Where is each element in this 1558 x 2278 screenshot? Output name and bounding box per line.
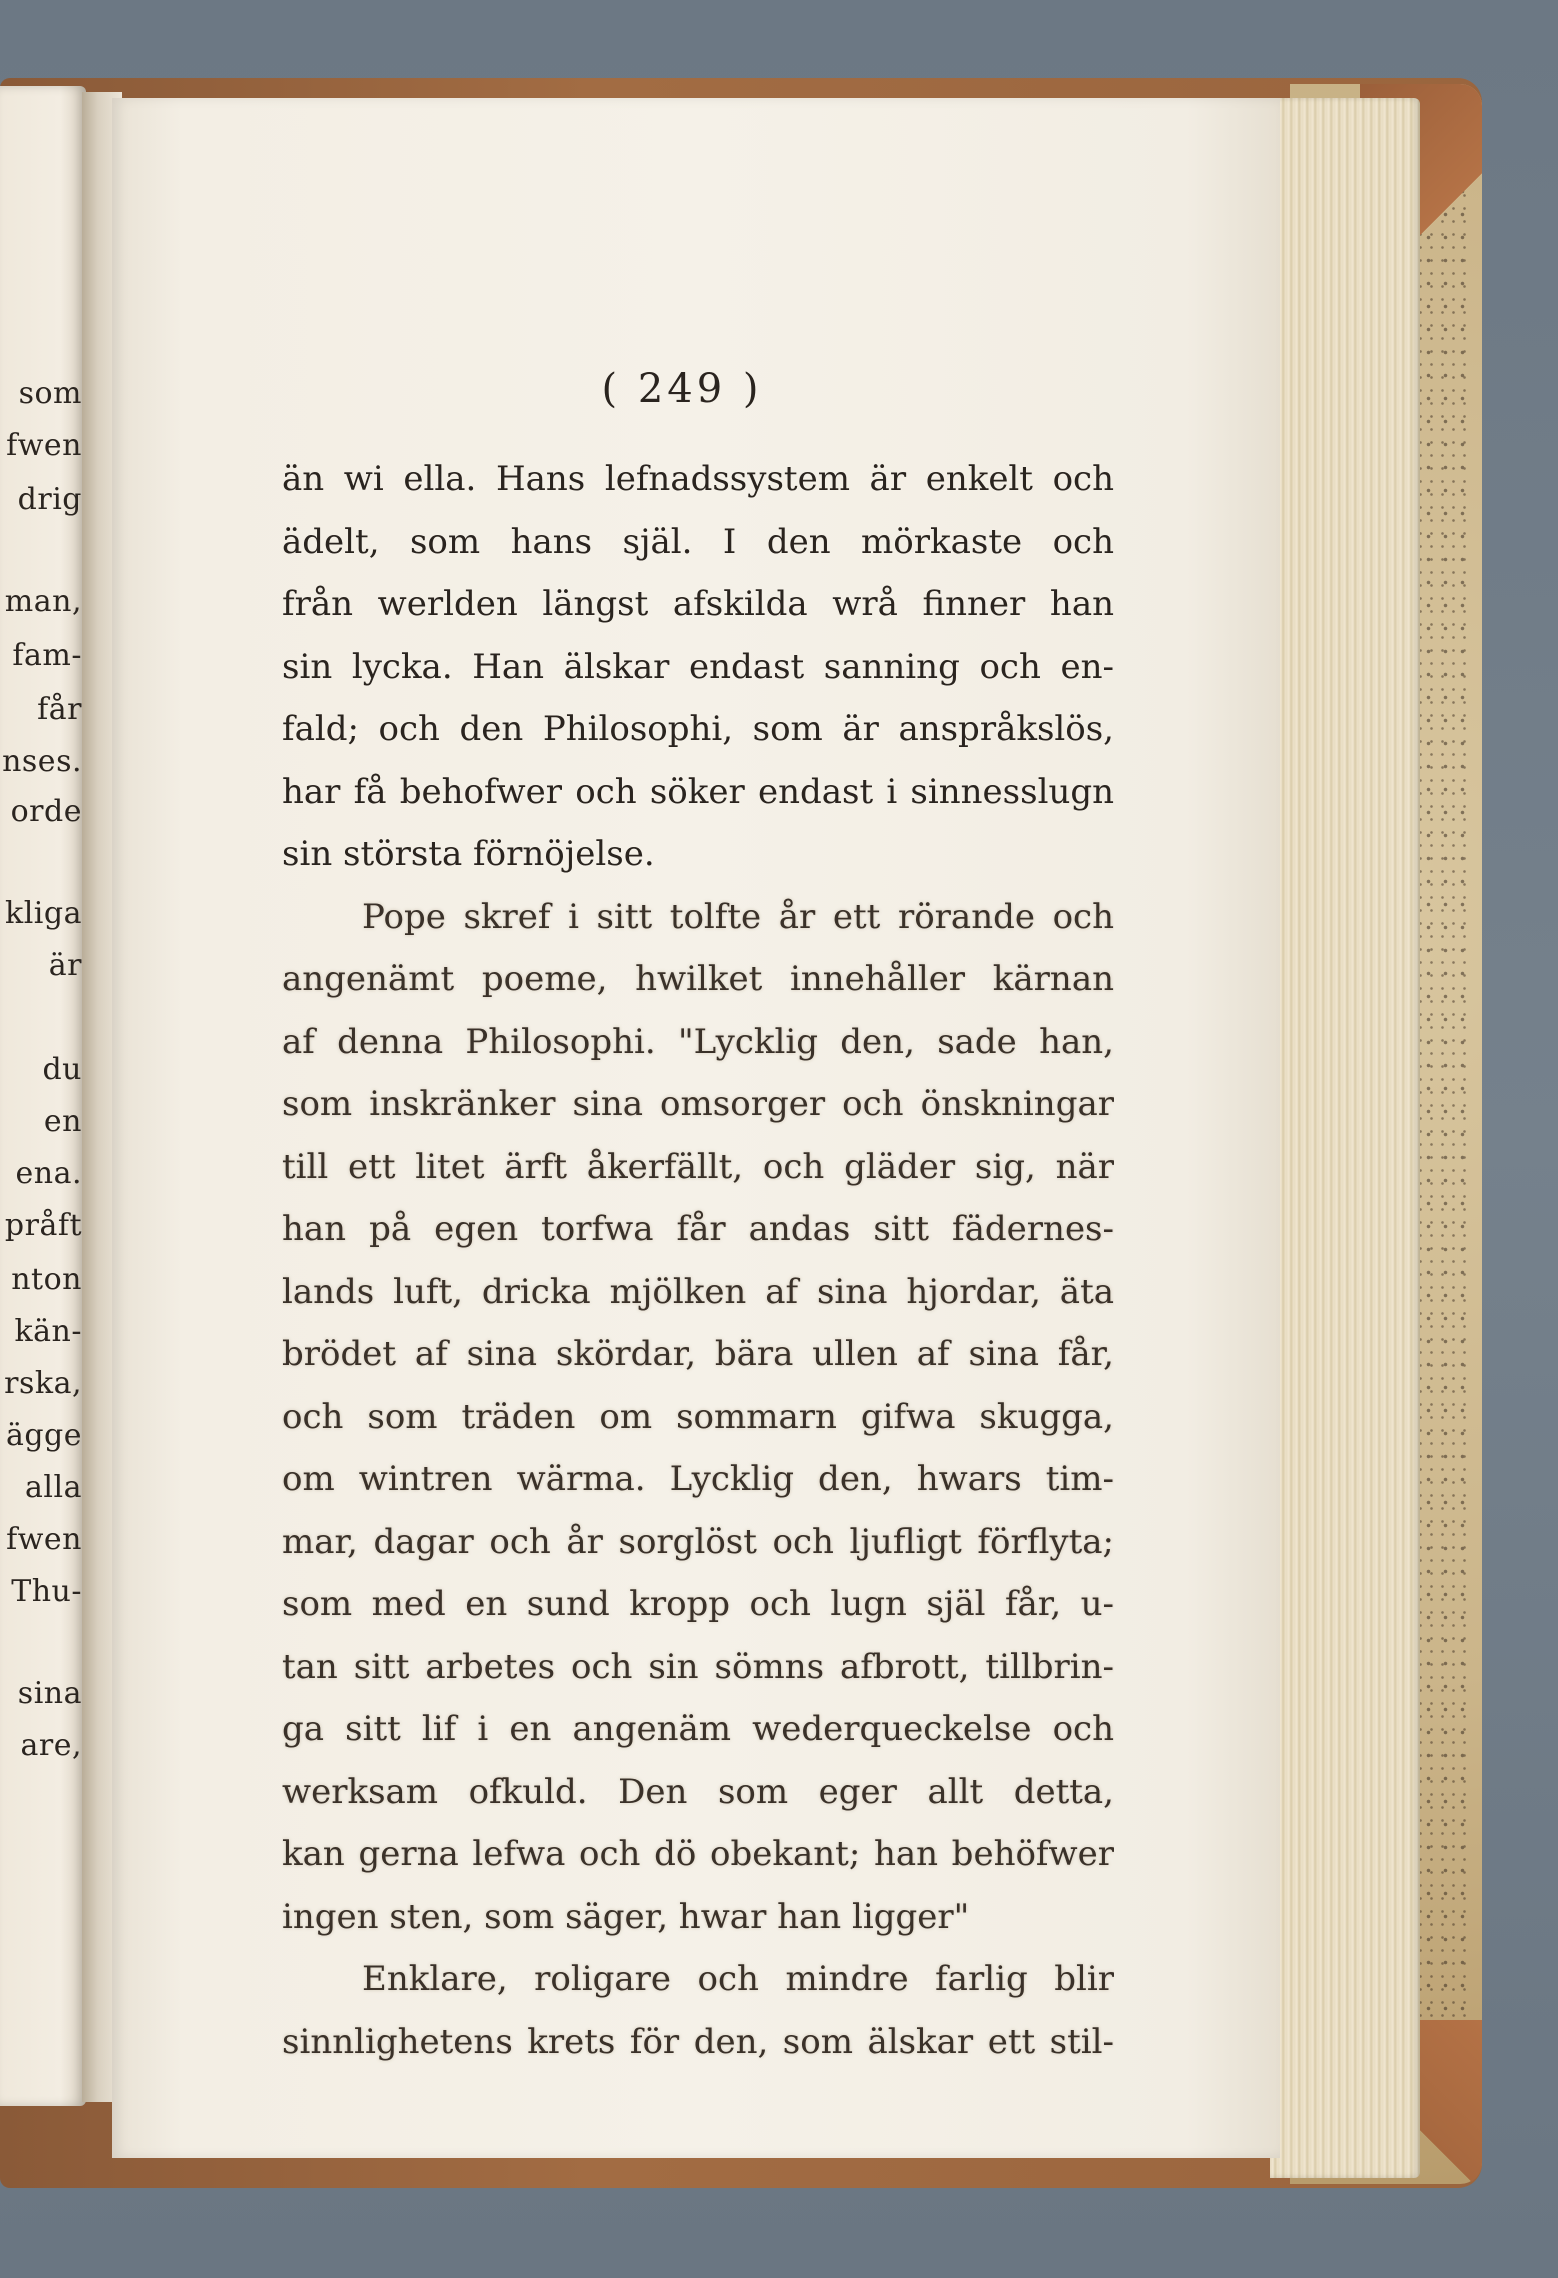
text-line: ingen sten, som säger, hwar han ligger" — [282, 1896, 970, 1937]
left-fragment: drig — [17, 482, 82, 517]
left-fragment: alla — [25, 1470, 82, 1505]
text-line: till ett litet ärft åkerfällt, och gläder sig, när — [282, 1146, 1114, 1187]
text-line: kan gerna lefwa och dö obekant; han behöfwer — [282, 1834, 1114, 1874]
text-line: af denna Philosophi. "Lycklig den, sade han, — [282, 1021, 1114, 1062]
left-fragment: fwen — [6, 1522, 82, 1557]
left-fragment: du — [42, 1052, 82, 1087]
text-line: sin lycka. Han älskar endast sanning och en- — [282, 646, 1114, 687]
previous-page-edge — [0, 86, 86, 2106]
text-line: än wi ella. Hans lefnadssystem är enkelt och — [282, 459, 1114, 499]
left-fragment: nton — [11, 1262, 82, 1297]
book-page — [112, 98, 1280, 2158]
left-fragment: man, — [4, 584, 82, 619]
text-line: brödet af sina skördar, bära ullen af sina får, — [282, 1334, 1114, 1374]
left-fragment: som — [18, 376, 82, 411]
text-line: werksam ofkuld. Den som eger allt detta, — [282, 1771, 1114, 1812]
left-fragment: pråft — [4, 1208, 82, 1243]
text-line: fald; och den Philosophi, som är anspråkslös, — [282, 709, 1114, 749]
left-fragment: are, — [20, 1728, 82, 1763]
text-line: lands luft, dricka mjölken af sina hjordar, äta — [282, 1271, 1114, 1312]
page-edges — [1270, 98, 1420, 2178]
text-line: som inskränker sina omsorger och önskningar — [282, 1084, 1114, 1124]
text-line: sinnlighetens krets för den, som älskar ett stil- — [282, 2021, 1114, 2062]
left-fragment: fwen — [6, 428, 82, 463]
text-line: ädelt, som hans själ. I den mörkaste och — [282, 521, 1114, 562]
left-fragment: sina — [17, 1676, 82, 1711]
text-line: han på egen torfwa får andas sitt fädernes- — [282, 1209, 1114, 1249]
text-line: Pope skref i sitt tolfte år ett rörande och — [362, 896, 1114, 937]
left-fragment: nses. — [2, 744, 82, 779]
text-line: har få behofwer och söker endast i sinnesslugn — [282, 771, 1114, 812]
text-line: mar, dagar och år sorglöst och ljufligt förflyta; — [282, 1521, 1114, 1562]
left-fragment: fam- — [12, 638, 82, 673]
body-text — [282, 448, 1114, 2073]
text-line: angenämt poeme, hwilket innehåller kärnan — [282, 959, 1114, 999]
text-line: om wintren wärma. Lycklig den, hwars tim- — [282, 1459, 1114, 1499]
text-line: sin största förnöjelse. — [282, 834, 655, 874]
left-fragment: ena. — [15, 1156, 82, 1191]
left-fragment: får — [37, 692, 82, 727]
left-fragment: är — [48, 948, 82, 983]
marbled-speckle — [1420, 180, 1470, 2080]
text-line: tan sitt arbetes och sin sömns afbrott, tillbrin- — [282, 1646, 1114, 1687]
left-fragment: rska, — [4, 1366, 82, 1401]
text-line: från werlden längst afskilda wrå finner han — [282, 584, 1114, 624]
left-fragment: Thu- — [11, 1574, 82, 1609]
text-line: Enklare, roligare och mindre farlig blir — [362, 1959, 1114, 1999]
left-fragment: kän- — [14, 1314, 82, 1349]
text-line: och som träden om sommarn gifwa skugga, — [282, 1396, 1114, 1437]
left-fragment: kliga — [5, 896, 82, 931]
left-fragment: en — [43, 1104, 82, 1139]
text-line: som med en sund kropp och lugn själ får, u- — [282, 1584, 1114, 1624]
page-number: ( 249 ) — [601, 366, 763, 412]
text-line: ga sitt lif i en angenäm wederqueckelse och — [282, 1709, 1114, 1749]
left-fragment: ägge — [5, 1418, 82, 1453]
left-fragment: orde — [10, 794, 82, 829]
